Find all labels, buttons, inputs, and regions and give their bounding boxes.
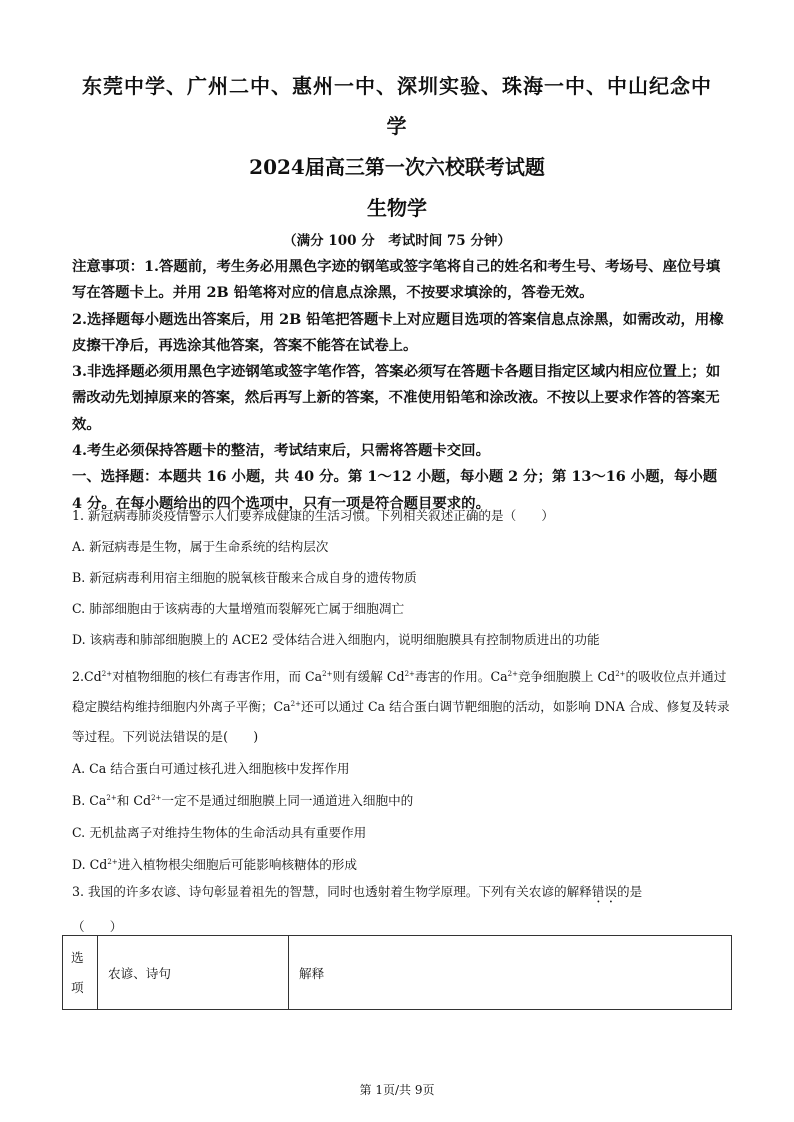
question-2-stem: $2.Cd^{2+}$对植物细胞的核仁有毒害作用，而 $Ca^{2+}$则有缓解 $Cd^{2+}$毒害的作用。$Ca^{2+}$竞争细胞膜上 $Cd^{2+}$的吸收位点并通过稳定膜结构维持细胞内外离子平衡；$Ca^{2+}$还可以通过 Ca 结合蛋白调节靶细胞的活动，如影响 DNA 合成、修复及转录等过程。下列说法错误的是( )	[72, 669, 730, 744]
table-header-explanation: 解释	[289, 936, 732, 1010]
question-3	[72, 882, 732, 937]
schools-line-2: 学	[386, 114, 408, 138]
question-2-option-d: D. $Cd^{2+}$进入植物根尖细胞后可能影响核糖体的形成	[72, 857, 357, 872]
question-2-option-a: A. Ca 结合蛋白可通过核孔进入细胞核中发挥作用	[72, 761, 350, 776]
section-heading: 一、选择题：本题共 16 小题，共 40 分。第 1～12 小题，每小题 2 分；第 13～16 小题，每小题 4 分。在每小题给出的四个选项中，只有一项是符合题目要求的。	[72, 468, 718, 512]
question-2	[72, 662, 732, 880]
question-1-option-d: D. 该病毒和肺部细胞膜上的 ACE2 受体结合进入细胞内，说明细胞膜具有控制物质进出的功能	[72, 632, 600, 647]
question-3-table	[62, 935, 732, 1010]
note-1: 注意事项：1.答题前，考生务必用黑色字迹的钢笔或签字笔将自己的姓名和考生号、考场号、座位号填写在答题卡上。并用 2B 铅笔将对应的信息点涂黑，不按要求填涂的，答卷无效。	[72, 258, 721, 302]
question-3-paren: （ ）	[72, 919, 123, 934]
question-3-stem: 3. 我国的许多农谚、诗句彰显着祖先的智慧，同时也透射着生物学原理。下列有关农谚的解释错误的是	[72, 884, 643, 899]
instructions	[72, 254, 732, 517]
score-time: （满分 100 分 考试时间 75 分钟）	[283, 233, 511, 249]
schools-line-1: 东莞中学、广州二中、惠州一中、深圳实验、珠海一中、中山纪念中	[82, 74, 712, 98]
note-4: 4.考生必须保持答题卡的整洁，考试结束后，只需将答题卡交回。	[72, 442, 490, 460]
question-1-stem: 1. 新冠病毒肺炎疫情警示人们要养成健康的生活习惯。下列相关叙述正确的是（ ）	[72, 508, 554, 523]
question-1-option-b: B. 新冠病毒利用宿主细胞的脱氧核苷酸来合成自身的遗传物质	[72, 570, 417, 585]
subject-title: 生物学	[367, 196, 427, 220]
question-1	[72, 506, 732, 650]
question-1-option-a: A. 新冠病毒是生物，属于生命系统的结构层次	[72, 539, 329, 554]
table-header-proverb: 农谚、诗句	[98, 936, 289, 1010]
note-2: 2.选择题每小题选出答案后，用 2B 铅笔把答题卡上对应题目选项的答案信息点涂黑，如需改动，用橡皮擦干净后，再选涂其他答案，答案不能答在试卷上。	[72, 310, 724, 354]
page-number: 第 1页/共 9页	[359, 1083, 435, 1097]
table-header-row	[63, 936, 732, 1010]
note-3: 3.非选择题必须用黑色字迹钢笔或签字笔作答，答案必须写在答题卡各题目指定区域内相应位置上；如需改动先划掉原来的答案，然后再写上新的答案，不准使用铅笔和涂改液。不按以上要求作答的答案无效。	[72, 363, 721, 433]
question-2-option-c: C. 无机盐离子对维持生物体的生命活动具有重要作用	[72, 825, 367, 840]
schools-header	[60, 66, 734, 146]
table-header-option: 选项	[63, 936, 98, 1010]
question-2-option-b: B. $Ca^{2+}$和 $Cd^{2+}$一定不是通过细胞膜上同一通道进入细胞中的	[72, 793, 414, 808]
question-1-option-c: C. 肺部细胞由于该病毒的大量增殖而裂解死亡属于细胞凋亡	[72, 601, 405, 616]
exam-title: 2024届高三第一次六校联考试题	[249, 155, 545, 179]
